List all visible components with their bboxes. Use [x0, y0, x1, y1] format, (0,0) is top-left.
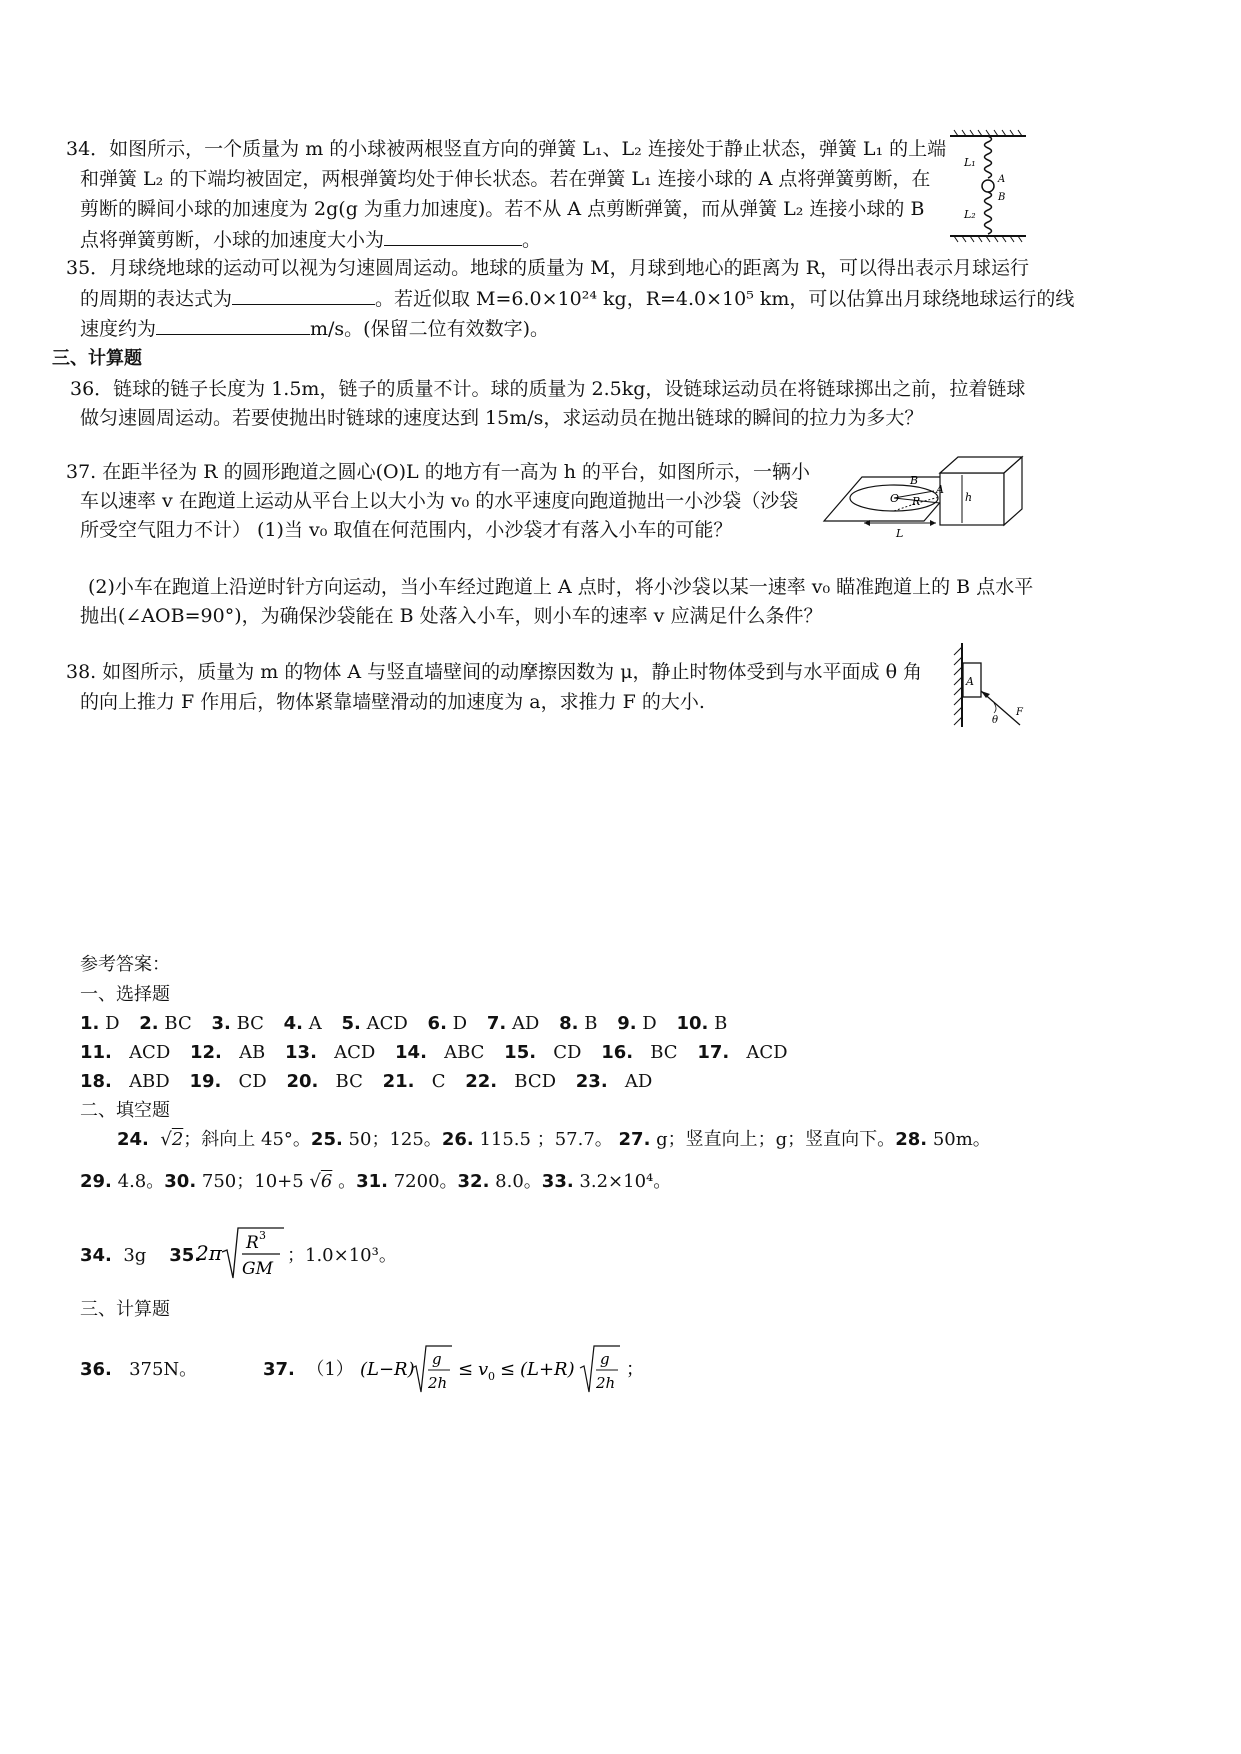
answer-36: [80, 1358, 197, 1382]
answer-number: 25.: [310, 1129, 343, 1150]
q35-text-2: 。若近似取 M=6.0×10²⁴ kg，R=4.0×10⁵ km，可以估算出月球绕地球运行的线: [375, 288, 1075, 310]
section-3-heading: 三、计算题: [52, 348, 142, 369]
answers-fill-row-3: [80, 1244, 201, 1268]
answer-value: 4.8。: [117, 1171, 165, 1192]
answer-number: 19.: [189, 1071, 222, 1092]
svg-text:2h: 2h: [428, 1374, 448, 1392]
answer-value: 8.0。: [495, 1171, 542, 1192]
answer-value: ABD: [129, 1071, 170, 1092]
answers-row-2: [80, 1041, 788, 1065]
svg-text:≤: ≤: [458, 1359, 474, 1380]
answer-number: 32.: [457, 1171, 490, 1192]
answer-number: 27.: [618, 1129, 651, 1150]
answer-value: BC: [164, 1013, 192, 1034]
q34-line-4: [80, 227, 541, 252]
period-formula: [194, 1222, 286, 1284]
q37-line-3: 所受空气阻力不计） (1)当 v₀ 取值在何范围内，小沙袋才有落入小车的可能？: [80, 519, 733, 541]
point-a-label: A: [936, 483, 944, 496]
answer-value: ；斜向上 45°。: [183, 1129, 311, 1150]
answer-value: 115.5 ；57.7。: [479, 1129, 613, 1150]
velocity-range-formula: [358, 1342, 648, 1398]
answer-value: 50m。: [932, 1129, 991, 1150]
q38-line-2: 的向上推力 F 作用后，物体紧靠墙壁滑动的加速度为 a，求推力 F 的大小.: [80, 691, 705, 713]
answer-value: （1）: [306, 1359, 354, 1380]
answer-value: AB: [239, 1042, 266, 1063]
radius-r-label: R: [912, 495, 921, 508]
q34-text-end: 。: [522, 229, 542, 251]
answer-value: 375N。: [129, 1359, 198, 1380]
answer-number: 6.: [427, 1013, 447, 1034]
point-b-label: B: [998, 192, 1006, 203]
q34-line-2: 和弹簧 L₂ 的下端均被固定，两根弹簧均处于伸长状态。若在弹簧 L₁ 连接小球的 A 点将弹簧剪断，在: [80, 168, 931, 190]
answer-value: 750；10+5: [201, 1171, 304, 1192]
answer-number: 2.: [139, 1013, 159, 1034]
svg-text:GM: GM: [242, 1259, 273, 1279]
svg-text:2π: 2π: [196, 1241, 222, 1265]
answer-value: CD: [553, 1042, 582, 1063]
answers-section-1: 一、选择题: [80, 984, 170, 1005]
q35-text-3: 速度约为: [80, 318, 157, 340]
center-o-label: O: [890, 492, 900, 505]
spring-l2-label: L₂: [964, 208, 976, 221]
answer-value: BC: [335, 1071, 363, 1092]
answer-number: 4.: [283, 1013, 304, 1034]
q36-line-1: 36．链球的链子长度为 1.5m，链子的质量不计。球的质量为 2.5kg，设链球运动员在将链球掷出之前，拉着链球: [70, 378, 1026, 400]
answer-number: 17.: [697, 1042, 730, 1063]
answer-number: 35.: [169, 1245, 202, 1266]
answer-number: 26.: [441, 1129, 474, 1150]
answer-number: 7.: [486, 1013, 507, 1034]
q35-line-2: [80, 286, 1074, 311]
force-f-label: F: [1016, 707, 1023, 718]
svg-text:3: 3: [259, 1229, 266, 1242]
q35-text: 的周期的表达式为: [80, 288, 233, 310]
answer-number: 37.: [263, 1359, 295, 1380]
svg-text:g: g: [600, 1350, 610, 1368]
q34-text: 点将弹簧剪断，小球的加速度大小为: [80, 229, 385, 251]
answer-value: g；竖直向上；g；竖直向下。: [656, 1129, 896, 1150]
answers-fill-row-2: [80, 1170, 671, 1194]
answer-number: 15.: [504, 1042, 537, 1063]
answer-number: 11.: [80, 1042, 112, 1063]
svg-text:2h: 2h: [596, 1374, 616, 1392]
answer-value: D: [105, 1013, 120, 1034]
answer-number: 30.: [164, 1171, 197, 1192]
sqrt-6-formula: √6: [309, 1171, 333, 1192]
q37-line-5: 抛出(∠AOB=90°)，为确保沙袋能在 B 处落入小车，则小车的速率 v 应满足什么条件？: [80, 605, 823, 627]
answer-value: AD: [624, 1071, 653, 1092]
svg-text:≤: ≤: [500, 1359, 516, 1380]
answer-value: 7200。: [393, 1171, 458, 1192]
spring-l1-label: L₁: [964, 156, 976, 169]
q35-line-3: [80, 316, 549, 341]
q36-line-2: 做匀速圆周运动。若要使抛出时链球的速度达到 15m/s，求运动员在抛出链球的瞬间的拉力为多大？: [80, 407, 924, 429]
point-a-label: A: [998, 174, 1006, 185]
answer-number: 33.: [541, 1171, 574, 1192]
answer-number: 29.: [80, 1171, 112, 1192]
svg-text:0: 0: [488, 1370, 495, 1383]
answer-number: 34.: [80, 1245, 112, 1266]
q38-line-1: 38. 如图所示，质量为 m 的物体 A 与竖直墙壁间的动摩擦因数为 μ，静止时物体受到与水平面成 θ 角: [66, 661, 923, 683]
answer-number: 31.: [356, 1171, 388, 1192]
answer-value: ABC: [444, 1042, 485, 1063]
answer-number: 36.: [80, 1359, 112, 1380]
answer-number: 9.: [617, 1013, 637, 1034]
answer-value: BCD: [514, 1071, 557, 1092]
answer-number: 13.: [285, 1042, 317, 1063]
q37-line-2: 车以速率 v 在跑道上运动从平台上以大小为 v₀ 的水平速度向跑道抛出一小沙袋（沙袋: [80, 490, 799, 512]
spring-figure: [940, 128, 1036, 246]
q35-line-1: 35．月球绕地球的运动可以视为匀速圆周运动。地球的质量为 M，月球到地心的距离为 R，可以得出表示月球运行: [66, 257, 1030, 279]
q35-period-blank: [232, 286, 375, 305]
answer-value: 3g: [123, 1245, 147, 1266]
answer-number: 23.: [575, 1071, 608, 1092]
answer-value: D: [642, 1013, 657, 1034]
answer-value: BC: [236, 1013, 264, 1034]
answer-number: 14.: [395, 1042, 427, 1063]
answer-value: A: [308, 1013, 322, 1034]
q34-line-1: 34．如图所示，一个质量为 m 的小球被两根竖直方向的弹簧 L₁、L₂ 连接处于静止状态，弹簧 L₁ 的上端: [66, 138, 947, 160]
svg-text:v: v: [478, 1359, 489, 1380]
q35-answer-value: ；1.0×10³。: [287, 1245, 397, 1266]
distance-l-label: L: [896, 527, 904, 540]
block-a-label: A: [966, 675, 974, 688]
answer-value: 50；125。: [348, 1129, 442, 1150]
answers-row-3: [80, 1070, 652, 1094]
answer-value: ACD: [746, 1042, 788, 1063]
answers-row-1: [80, 1012, 727, 1036]
sqrt-2-formula: √2: [160, 1129, 184, 1150]
answer-number: 21.: [382, 1071, 415, 1092]
answer-value: 3.2×10⁴。: [579, 1171, 672, 1192]
answer-value: C: [431, 1071, 446, 1092]
answer-value: 。: [338, 1171, 357, 1192]
answer-number: 3.: [211, 1013, 231, 1034]
svg-text:(L+R): (L+R): [520, 1359, 575, 1380]
svg-text:(L−R): (L−R): [360, 1359, 415, 1380]
wall-figure: [948, 641, 1032, 731]
answer-value: D: [452, 1013, 468, 1034]
answers-section-2: 二、填空题: [80, 1100, 170, 1121]
svg-text:g: g: [432, 1350, 442, 1368]
answer-value: CD: [238, 1071, 267, 1092]
q37-line-1: 37. 在距半径为 R 的圆形跑道之圆心(O)L 的地方有一高为 h 的平台，如图所示，一辆小: [66, 461, 811, 483]
q35-speed-blank: [156, 316, 310, 335]
answer-number: 22.: [465, 1071, 498, 1092]
q34-line-3: 剪断的瞬间小球的加速度为 2g(g 为重力加速度)。若不从 A 点剪断弹簧，而从弹簧 L₂ 连接小球的 B: [80, 198, 925, 220]
answer-value: B: [584, 1013, 598, 1034]
answer-number: 28.: [895, 1129, 928, 1150]
svg-text:；: ；: [626, 1359, 644, 1380]
answer-number: 24.: [117, 1129, 149, 1150]
answer-number: 5.: [341, 1013, 361, 1034]
answer-number: 18.: [80, 1071, 112, 1092]
answer-number: 8.: [559, 1013, 579, 1034]
answer-number: 20.: [286, 1071, 319, 1092]
answer-value: BC: [650, 1042, 678, 1063]
q34-answer-blank: [384, 227, 522, 246]
answer-value: B: [714, 1013, 728, 1034]
answer-number: 10.: [676, 1013, 709, 1034]
answer-number: 1.: [80, 1013, 100, 1034]
answer-value: ACD: [129, 1042, 171, 1063]
answer-value: ACD: [334, 1042, 376, 1063]
point-b-label: B: [910, 474, 919, 487]
q35-text-4: m/s。(保留二位有效数字)。: [310, 318, 550, 340]
answer-value: AD: [511, 1013, 540, 1034]
answers-fill-row-1: [117, 1128, 991, 1152]
height-h-label: h: [965, 491, 973, 504]
answers-title: 参考答案：: [80, 954, 170, 975]
track-figure: [822, 449, 1036, 549]
answer-37: [263, 1358, 354, 1382]
svg-text:R: R: [246, 1233, 259, 1253]
answer-number: 12.: [190, 1042, 222, 1063]
q37-line-4: (2)小车在跑道上沿逆时针方向运动，当小车经过跑道上 A 点时，将小沙袋以某一速率 v₀ 瞄准跑道上的 B 点水平: [88, 576, 1034, 598]
answer-value: ACD: [366, 1013, 408, 1034]
answer-number: 16.: [601, 1042, 634, 1063]
theta-label: θ: [992, 715, 999, 726]
answers-section-3: 三、计算题: [80, 1299, 170, 1320]
